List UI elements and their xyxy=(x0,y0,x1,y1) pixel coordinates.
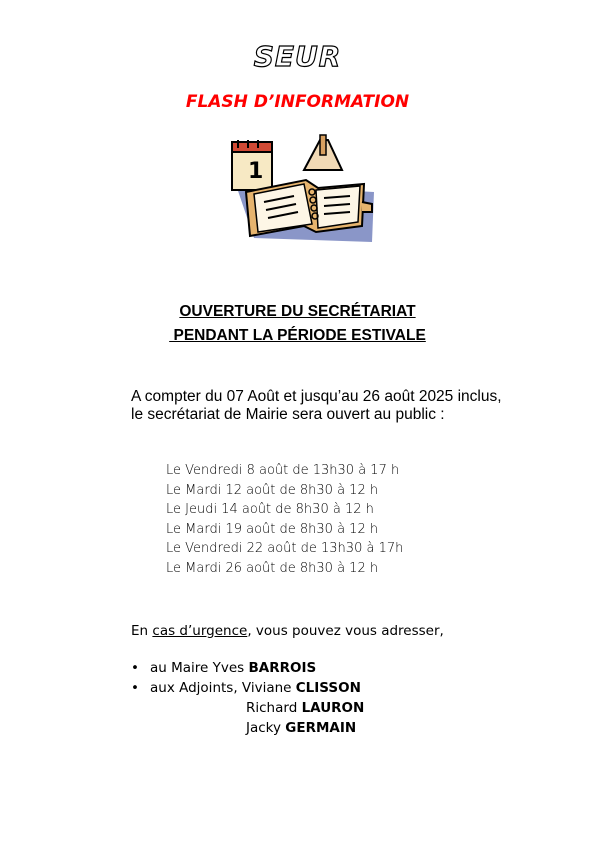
schedule-item: Le Vendredi 22 août de 13h30 à 17h xyxy=(166,541,404,556)
contact-adjoints xyxy=(131,678,364,698)
page-subtitle: FLASH D’INFORMATION xyxy=(185,92,410,112)
contacts-list xyxy=(131,658,364,738)
contact-adjoint1-name: CLISSON xyxy=(295,680,361,696)
bullet-icon: • xyxy=(131,660,139,676)
contact-adjoint2-name: LAURON xyxy=(301,700,365,716)
notice-heading-line2: PENDANT LA PÉRIODE ESTIVALE xyxy=(169,327,426,344)
schedule-list xyxy=(166,461,403,578)
urgence-suffix: , vous pouvez vous adresser, xyxy=(247,623,444,639)
notice-intro: A compter du 07 Août et jusqu’au 26 août 2025 inclus, le secrétariat de Mairie sera ouvert au public : xyxy=(131,388,502,423)
calendar-number: 1 xyxy=(248,159,264,184)
contact-maire xyxy=(131,658,364,678)
contact-adjoint3-first: Jacky xyxy=(246,720,286,736)
schedule-item: Le Mardi 12 août de 8h30 à 12 h xyxy=(166,482,379,498)
schedule-item: Le Vendredi 8 août de 13h30 à 17 h xyxy=(166,463,400,478)
contact-adjoint3-name: GERMAIN xyxy=(285,720,357,736)
contact-maire-name: BARROIS xyxy=(248,660,317,676)
bullet-icon: • xyxy=(131,680,139,696)
contact-adjoint2-first: Richard xyxy=(246,700,302,716)
page-title: SEUR xyxy=(253,40,342,73)
schedule-item: Le Jeudi 14 août de 8h30 à 12 h xyxy=(166,502,374,517)
contact-adjoint3 xyxy=(131,718,364,738)
contact-adjoint2 xyxy=(131,698,364,718)
urgence-prefix: En xyxy=(131,623,153,639)
calendar-agenda-icon xyxy=(224,130,374,245)
urgence-line xyxy=(131,623,444,639)
schedule-item: Le Mardi 26 août de 8h30 à 12 h xyxy=(166,560,379,576)
urgence-link-text: cas d’urgence xyxy=(152,623,248,639)
schedule-item: Le Mardi 19 août de 8h30 à 12 h xyxy=(166,521,379,537)
contact-adjoints-label: aux Adjoints, Viviane xyxy=(150,680,296,696)
notice-heading-line1: OUVERTURE DU SECRÉTARIAT xyxy=(179,303,416,320)
contact-maire-label: au Maire Yves xyxy=(150,660,249,676)
